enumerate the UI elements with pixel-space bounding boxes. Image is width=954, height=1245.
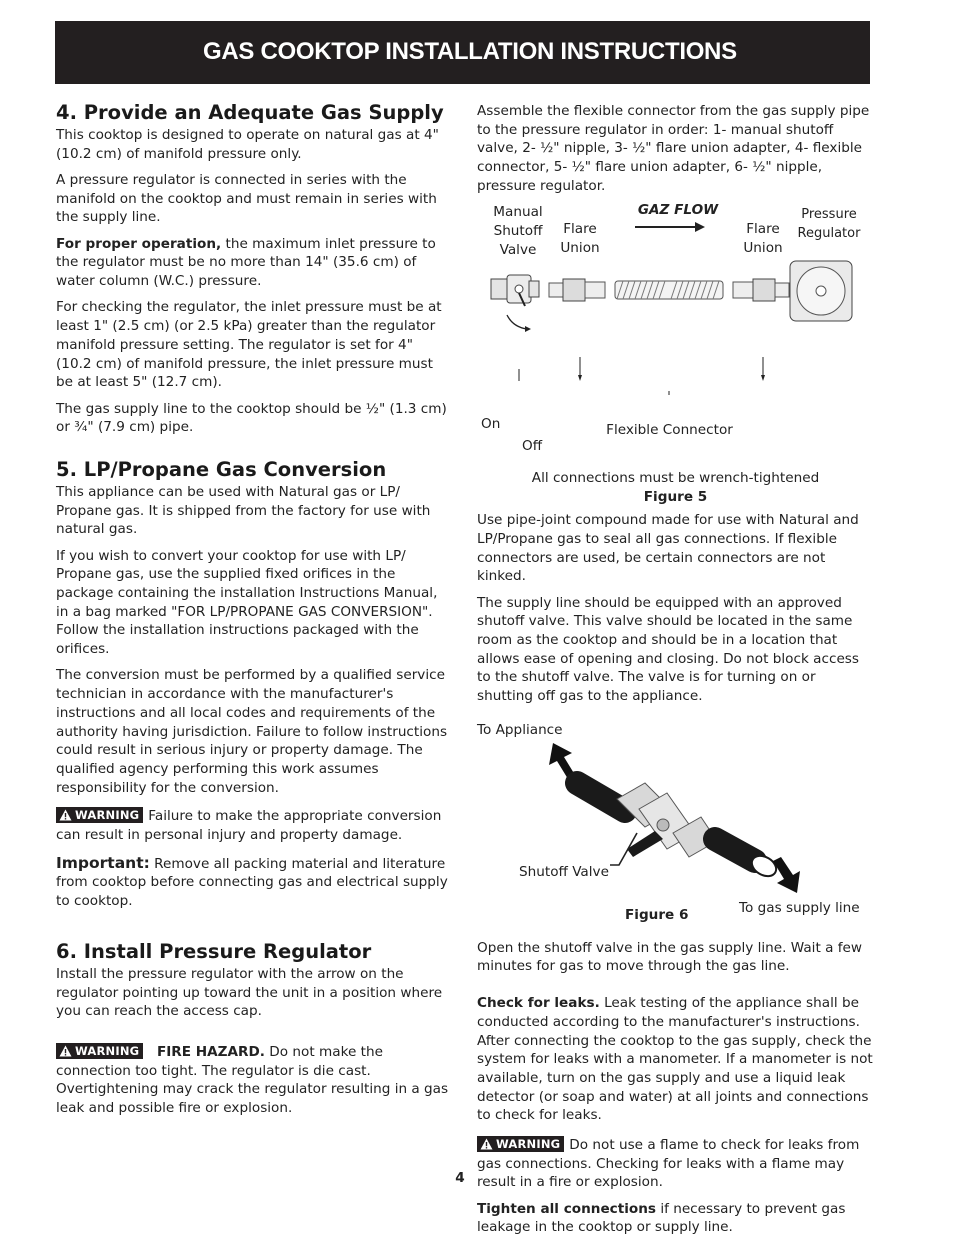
warning-badge [56,807,143,823]
shutoff-valve-label: Shutoff Valve [519,863,609,880]
paragraph: A pressure regulator is connected in series with the manifold on the cooktop and must remain in series with the supply line. [56,172,437,226]
to-supply-label: To gas supply line [739,899,860,916]
warning-triangle-icon [59,809,72,821]
tighten-paragraph [477,1200,874,1237]
warning-triangle-icon [59,1045,72,1057]
warning-text: Do not use a flame to check for leaks from gas connections. Checking for leaks with a flame may result in a fire or explosion. [477,1137,860,1191]
section-5-heading: 5. LP/Propane Gas Conversion [56,457,387,481]
to-appliance-label: To Appliance [477,721,563,738]
manual-valve-label: Manual Shutoff Valve [493,204,543,258]
warning-label: WARNING [75,808,140,823]
fire-hazard-label: FIRE HAZARD. [156,1043,265,1060]
flexible-connector-label: Flexible Connector [606,422,733,439]
flare-union-left-label: Flare Union [560,221,600,256]
leak-text: Leak testing of the appliance shall be conducted according to the manufacturer's instructions. After connecting the cooktop to the gas supply, check the system for leaks with a manometer. If a manometer is not available, turn on the gas supply and use a liquid leak detector (or soap and water) at all joints and connections to check for leaks. [477,995,873,1124]
right-column [477,102,874,1245]
gas-line-diagram [477,203,874,408]
important-label: Important: [56,853,150,872]
shutoff-valve-diagram [477,721,874,921]
paragraph: The conversion must be performed by a qualified service technician in accordance with the manufacturer's instructions and all local codes and requirements of the authority having jurisdiction. Failure to follow instructions could result in serious injury or property damage. The qualified agency performing this work assumes responsibility for the conversion. [56,667,448,796]
paragraph-text: the maximum inlet pressure to the regulator must be no more than 14" (35.6 cm) of water column (W.C.) pressure. [56,235,436,290]
warning-text: Failure to make the appropriate conversion can result in personal injury and property damage. [56,808,442,844]
paragraph: The gas supply line to the cooktop should be ½" (1.3 cm) or ¾" (7.9 cm) pipe. [56,400,447,436]
paragraph: Use pipe-joint compound made for use with Natural and LP/Propane gas to seal all gas connections. If flexible connectors are used, be certain connectors are not kinked. [477,512,859,585]
warning-paragraph [56,807,451,844]
important-text: Remove all packing material and literature from cooktop before connecting gas and electrical supply to cooktop. [56,855,448,910]
bold-lead: For proper operation, [56,235,222,252]
figure-6 [477,721,874,939]
page-title: GAS COOKTOP INSTALLATION INSTRUCTIONS [203,38,737,65]
paragraph: For checking the regulator, the inlet pressure must be at least 1" (2.5 cm) (or 2.5 kPa) greater than the regulator manifold pressure setting. The regulator is set for 4" (10.2 cm) of manifold pressure, the inlet pressure must be at least 5" (12.7 cm). [56,299,442,391]
title-banner [55,21,870,84]
warning-label: WARNING [496,1137,561,1152]
figure-5 [477,202,874,506]
paragraph: If you wish to convert your cooktop for use with LP/ Propane gas, use the supplied fixed orifices in the package containing the installation Instructions Manual, in a bag marked "FOR LP/PROPANE GAS CONVERSION". Follow the installation instructions packaged with the orifices. [56,547,438,658]
important-paragraph [56,854,451,911]
warning-label: WARNING [75,1043,140,1058]
warning-badge [477,1136,564,1152]
fire-hazard-text: Do not make the connection too tight. The regulator is die cast. Overtightening may crack the regulator resulting in a gas leak and possible fire or explosion. [56,1043,449,1117]
on-label: On [481,416,501,433]
pressure-regulator-label: Pressure Regulator [797,207,861,241]
section-6-heading: 6. Install Pressure Regulator [56,939,372,963]
warning-badge [56,1043,143,1059]
paragraph: The supply line should be equipped with an approved shutoff valve. This valve should be located in the same room as the cooktop and should be in a location that allows ease of opening and closing. Do not block access to the shutoff valve. The valve is for turning on or shutting off gas to the appliance. [477,594,859,705]
paragraph: Open the shutoff valve in the gas supply line. Wait a few minutes for gas to move through the gas line. [477,939,863,975]
figure-6-caption: Figure 6 [625,906,689,923]
page-number: 4 [455,1170,465,1186]
left-column [56,100,451,1125]
paragraph: Assemble the flexible connector from the gas supply pipe to the pressure regulator in order: 1- manual shutoff valve, 2- ½" nipple, 3- ½" flare union adapter, 4- flexible connector, 5- ½" flare union adapter, 6- ½" nipple, pressure regulator. [477,103,870,194]
paragraph: This appliance can be used with Natural gas or LP/ Propane gas. It is shipped from the factory for use with natural gas. [56,483,431,538]
section-4-heading: 4. Provide an Adequate Gas Supply [56,101,444,124]
tighten-label: Tighten all connections [477,1200,656,1217]
paragraph [56,235,451,291]
figure-5-caption: Figure 5 [643,489,708,506]
tighten-text: if necessary to prevent gas leakage in the cooktop or supply line. [477,1200,846,1236]
leak-paragraph [477,994,874,1125]
fire-warning-paragraph [56,1043,451,1118]
off-label: Off [522,438,543,455]
flare-union-right-label: Flare Union [743,221,783,256]
paragraph: Install the pressure regulator with the arrow on the regulator pointing up toward the unit in a position where you can reach the access cap. [56,965,443,1020]
paragraph: This cooktop is designed to operate on natural gas at 4" (10.2 cm) of manifold pressure only. [56,127,439,162]
leak-label: Check for leaks. [477,995,600,1012]
wrench-note: All connections must be wrench-tightened [531,470,820,487]
warning-triangle-icon [480,1138,493,1150]
gaz-flow-label: GAZ FLOW [637,202,719,219]
